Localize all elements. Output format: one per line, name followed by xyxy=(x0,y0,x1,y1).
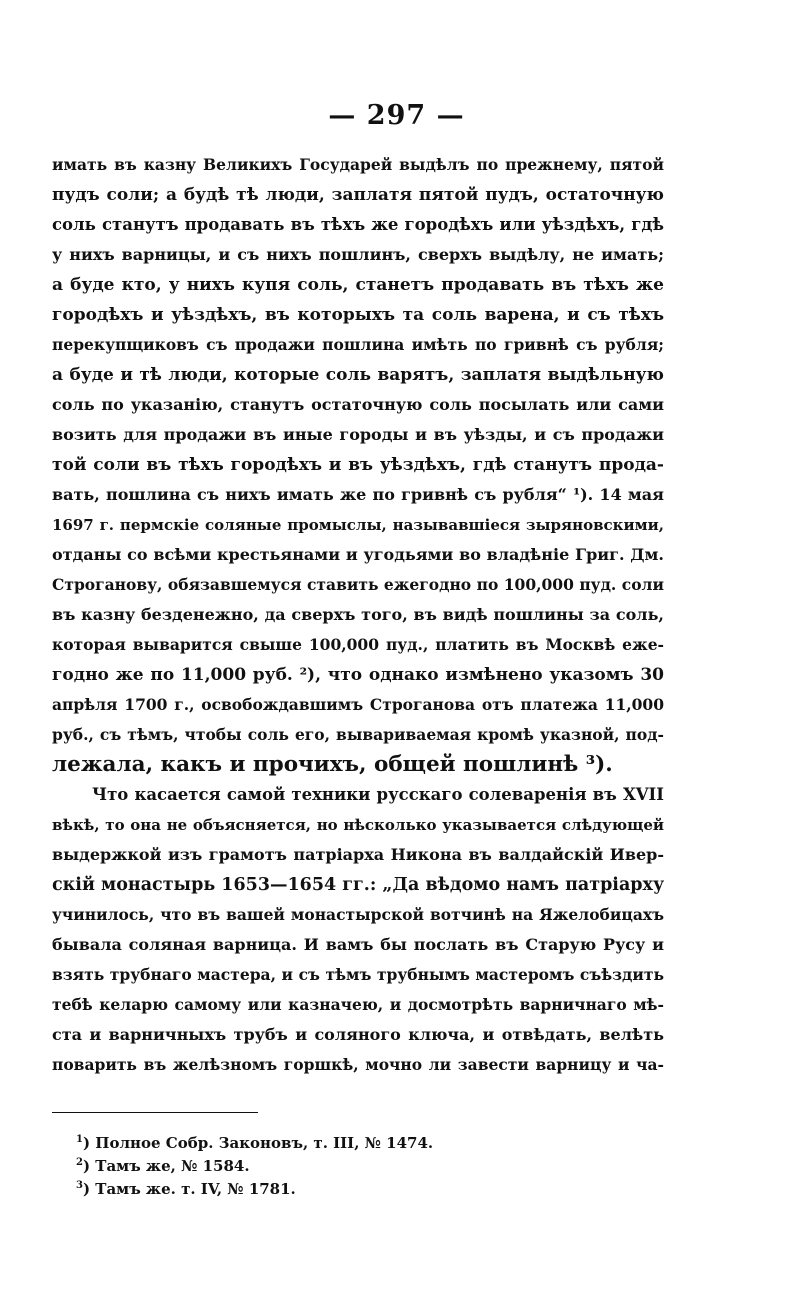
text-line: бывала соляная варница. И вамъ бы послать въ Старую Русу и xyxy=(52,935,664,954)
text-line: лежала, какъ и прочихъ, общей пошлинѣ ³). xyxy=(52,752,613,777)
text-line: которая выварится свыше 100,000 пуд., платить въ Москвѣ еже- xyxy=(52,635,664,654)
footnote-divider xyxy=(52,1112,258,1113)
text-line: руб., съ тѣмъ, чтобы соль его, вывариваемая кромѣ указной, под- xyxy=(52,725,664,744)
text-line: выдержкой изъ грамотъ патріарха Никона въ валдайскій Ивер- xyxy=(52,845,664,864)
text-line: ста и варничныхъ трубъ и соляного ключа, и отвѣдать, велѣть xyxy=(52,1025,664,1044)
text-line: перекупщиковъ съ продажи пошлина имѣть по гривнѣ съ рубля; xyxy=(52,335,664,354)
footnote xyxy=(76,1153,433,1176)
text-line: у нихъ варницы, и съ нихъ пошлинъ, сверхъ выдѣлу, не имать; xyxy=(52,245,664,264)
text-line: пудъ соли; а будѣ тѣ люди, заплатя пятой пудъ, остаточную xyxy=(52,185,664,205)
footnote xyxy=(76,1130,433,1153)
text-line: поварить въ желѣзномъ горшкѣ, мочно ли завести варницу и ча- xyxy=(52,1055,664,1074)
text-line: а буде и тѣ люди, которые соль варятъ, заплатя выдѣльную xyxy=(52,365,664,385)
text-line: 1697 г. пермскіе соляные промыслы, называвшіеся зыряновскими, xyxy=(52,516,664,534)
text-line: а буде кто, у нихъ купя соль, станетъ продавать въ тѣхъ же xyxy=(52,275,664,295)
page-number: — 297 — xyxy=(328,100,465,131)
text-line: Что касается самой техники русскаго солеваренія въ XVII xyxy=(92,785,664,804)
footnote-text: Тамъ же, № 1584. xyxy=(95,1157,250,1175)
footnote-paren: ) xyxy=(82,1134,96,1152)
text-line: вѣкѣ, то она не объясняется, но нѣсколько указывается слѣдующей xyxy=(52,816,664,834)
text-line: годно же по 11,000 руб. ²), что однако измѣнено указомъ 30 xyxy=(52,665,664,685)
text-line: возить для продажи въ иные городы и въ уѣзды, и съ продажи xyxy=(52,425,664,444)
text-line: соль станутъ продавать въ тѣхъ же городѣхъ или уѣздѣхъ, гдѣ xyxy=(52,215,664,234)
text-line: взять трубнаго мастера, и съ тѣмъ трубнымъ мастеромъ съѣздить xyxy=(52,965,664,984)
footnote-mark: 2 xyxy=(76,1157,83,1168)
text-line: апрѣля 1700 г., освобождавшимъ Строганова отъ платежа 11,000 xyxy=(52,695,664,714)
footnote xyxy=(76,1176,433,1199)
text-line: соль по указанію, станутъ остаточную соль посылать или сами xyxy=(52,395,664,414)
text-line: городѣхъ и уѣздѣхъ, въ которыхъ та соль варена, и съ тѣхъ xyxy=(52,305,664,325)
text-line: той соли въ тѣхъ городѣхъ и въ уѣздѣхъ, гдѣ станутъ прода- xyxy=(52,455,664,475)
footnote-paren: ) xyxy=(82,1180,96,1198)
text-line: имать въ казну Великихъ Государей выдѣлъ по прежнему, пятой xyxy=(52,155,664,174)
text-line: вать, пошлина съ нихъ имать же по гривнѣ съ рубля“ ¹). 14 мая xyxy=(52,485,664,504)
text-line: отданы со всѣми крестьянами и угодьями во владѣніе Григ. Дм. xyxy=(52,545,664,564)
footnote-paren: ) xyxy=(82,1157,96,1175)
footnote-mark: 3 xyxy=(76,1180,83,1191)
footnotes xyxy=(76,1130,433,1199)
text-line: Строганову, обязавшемуся ставить ежегодно по 100,000 пуд. соли xyxy=(52,575,664,594)
text-line: тебѣ келарю самому или казначею, и досмотрѣть варничнаго мѣ- xyxy=(52,995,664,1014)
text-line: въ казну безденежно, да сверхъ того, въ видѣ пошлины за соль, xyxy=(52,605,664,624)
footnote-mark: 1 xyxy=(76,1134,83,1145)
text-line: учинилось, что въ вашей монастырской вотчинѣ на Яжелобицахъ xyxy=(52,905,664,924)
text-line: скій монастырь 1653—1654 гг.: „Да вѣдомо намъ патріарху xyxy=(52,875,665,895)
footnote-text: Полное Собр. Законовъ, т. III, № 1474. xyxy=(95,1134,434,1152)
body-text xyxy=(52,150,664,1080)
footnote-text: Тамъ же. т. IV, № 1781. xyxy=(95,1180,296,1198)
